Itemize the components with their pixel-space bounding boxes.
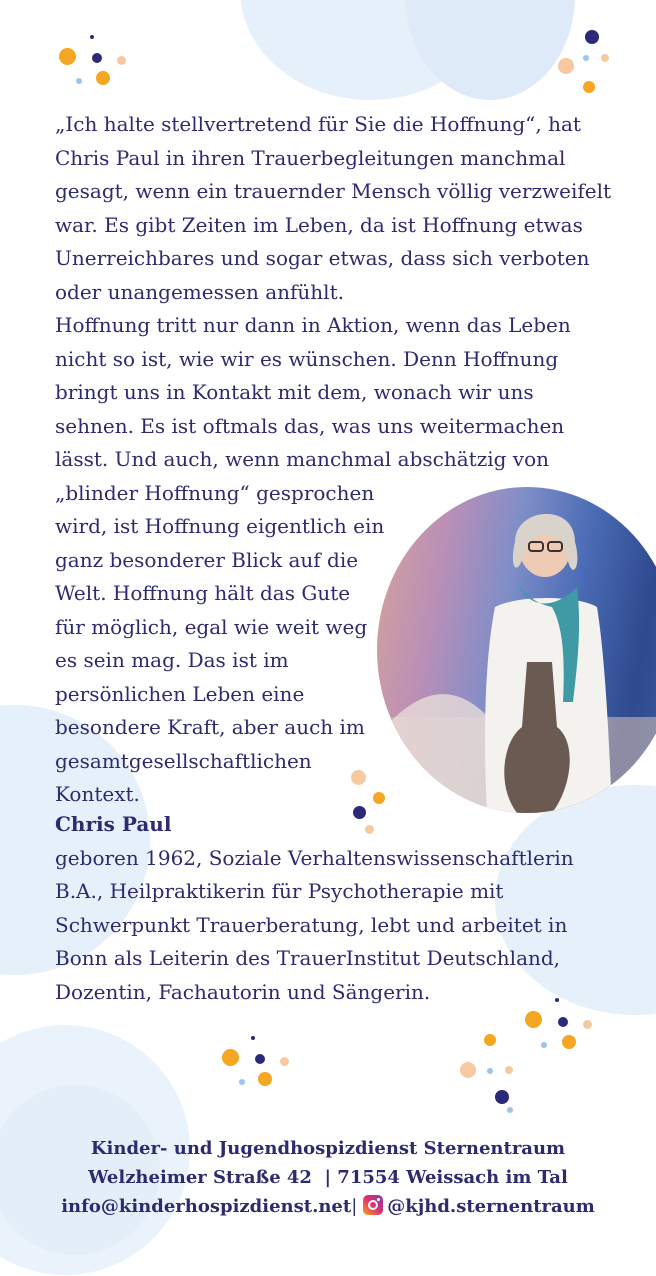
main-text <box>55 108 615 812</box>
footer-org: Kinder- und Jugendhospizdienst Sternentraum <box>90 1138 566 1159</box>
footer-address: Welzheimer Straße 42 | 71554 Weissach im Tal <box>88 1167 568 1188</box>
footer-separator: | <box>351 1196 358 1217</box>
footer-instagram[interactable]: @kjhd.sternentraum <box>387 1196 595 1217</box>
paragraph-2: Hoffnung tritt nur dann in Aktion, wenn das Leben nicht so ist, wie wir es wünschen. Denn Hoffnung bringt uns in Kontakt mit dem, wonach wir uns sehnen. Es ist oftmals das, was uns weitermachen lässt. Und auch, wenn manchmal abschätzig von <box>55 313 571 471</box>
instagram-icon[interactable] <box>363 1195 383 1215</box>
author-bio <box>55 808 615 1009</box>
footer <box>0 1134 656 1221</box>
footer-contact <box>0 1192 656 1221</box>
footer-email[interactable]: info@kinderhospizdienst.net <box>61 1196 352 1217</box>
author-name: Chris Paul <box>55 812 172 836</box>
paragraph-1: „Ich halte stellvertretend für Sie die Hoffnung“, hat Chris Paul in ihren Trauerbegleitungen manchmal gesagt, wenn ein trauernder Mensch völlig verzweifelt war. Es gibt Zeiten im Leben, da ist Hoffnung etwas Unerreichbares und sogar etwas, dass sich verboten oder unangemessen anfühlt. <box>55 112 612 304</box>
author-description: geboren 1962, Soziale Verhaltenswissenschaftlerin B.A., Heilpraktikerin für Psychotherapie mit Schwerpunkt Trauerberatung, lebt und arbeitet in Bonn als Leiterin des TrauerInstitut Deutschland, Dozentin, Fachautorin und Sängerin. <box>55 845 574 1004</box>
paragraph-3: „blinder Hoffnung“ gesprochen wird, ist Hoffnung eigentlich ein ganz besonderer Blick auf die Welt. Hoffnung hält das Gute für möglich, egal wie weit weg es sein mag. Das ist im persönlichen Leben eine besondere Kraft, aber auch im gesamtgesellschaftlichen Kontext. <box>55 480 385 806</box>
